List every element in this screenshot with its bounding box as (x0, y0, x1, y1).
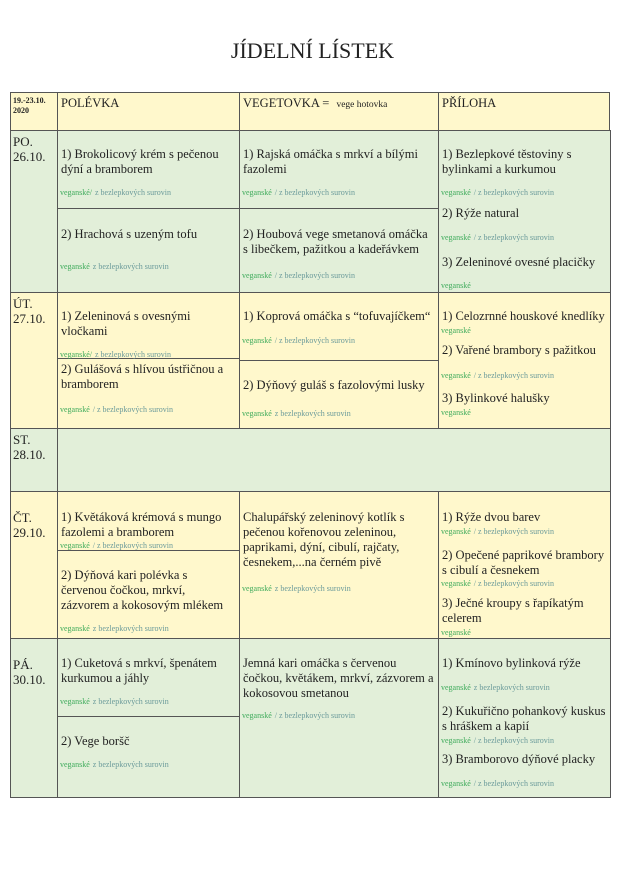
vegan-tag: veganské/ (60, 350, 92, 359)
diet-tag (441, 527, 554, 537)
gluten-free-tag: z bezlepkových surovin (92, 262, 169, 271)
diet-tag (441, 628, 474, 638)
gluten-free-tag: / z bezlepkových surovin (274, 188, 355, 197)
empty-day-cell (57, 428, 611, 492)
side-item: 3) Bramborovo dýňové placky (442, 752, 596, 766)
gluten-free-tag: / z bezlepkových surovin (274, 271, 355, 280)
diet-tag (242, 336, 355, 346)
day-label: ST. 28.10. (13, 432, 46, 462)
vege-item: 2) Dýňový guláš s fazolovými lusky (243, 378, 425, 392)
week-label: 19.-23.10. 2020 (13, 96, 46, 115)
vege-item: 1) Rajská omáčka s mrkví a bílými fazolemi (243, 147, 418, 176)
vegan-tag: veganské (441, 579, 471, 588)
vegan-tag: veganské (441, 281, 471, 290)
vegan-tag: veganské (242, 584, 272, 593)
vegan-tag: veganské (60, 541, 90, 550)
vegan-tag: veganské (60, 405, 90, 414)
day-label: ÚT. 27.10. (13, 296, 46, 326)
vegan-tag: veganské (441, 326, 471, 335)
side-item: 2) Vařené brambory s pažitkou (442, 343, 596, 357)
vege-cell (239, 292, 439, 361)
vegan-tag: veganské (441, 527, 471, 536)
vegan-tag: veganské (441, 408, 471, 417)
diet-tag (60, 350, 171, 360)
vegan-tag: veganské (441, 628, 471, 637)
vegan-tag: veganské (441, 233, 471, 242)
side-item: 1) Kmínovo bylinková rýže (442, 656, 581, 670)
vegan-tag: veganské (242, 409, 272, 418)
diet-tag (441, 683, 550, 693)
vegan-tag: veganské (60, 760, 90, 769)
soups-item: 2) Gulášová s hlívou ústřičnou a bramborem (61, 362, 224, 391)
vegan-tag: veganské (441, 371, 471, 380)
soups-item: 1) Zeleninová s ovesnými vločkami (61, 309, 191, 338)
vegan-tag: veganské (242, 711, 272, 720)
gluten-free-tag: / z bezlepkových surovin (274, 711, 355, 720)
side-item: 1) Rýže dvou barev (442, 510, 541, 524)
soup-cell (57, 208, 240, 293)
side-item: 3) Bylinkové halušky (442, 391, 550, 405)
soups-item: 2) Hrachová s uzeným tofu (61, 227, 198, 241)
gluten-free-tag: z bezlepkových surovin (92, 624, 169, 633)
vege-item: 1) Koprová omáčka s “tofuvajíčkem“ (243, 309, 431, 323)
vegan-tag: veganské (60, 624, 90, 633)
vegan-tag: veganské (441, 683, 471, 692)
vegan-tag: veganské (441, 736, 471, 745)
day-label: ČT. 29.10. (13, 510, 46, 540)
gluten-free-tag: z bezlepkových surovin (95, 188, 171, 197)
vegan-tag: veganské (242, 188, 272, 197)
side-item: 3) Zeleninové ovesné placičky (442, 255, 596, 269)
diet-tag (441, 408, 474, 418)
soups-item: 2) Vege boršč (61, 734, 130, 748)
header-vege-cell (239, 92, 439, 131)
diet-tag (441, 779, 554, 789)
vege-item: 2) Houbová vege smetanová omáčka s libečkem, pažitkou a kadeřávkem (243, 227, 428, 256)
vegan-tag: veganské/ (60, 188, 92, 197)
vegan-tag: veganské (242, 271, 272, 280)
diet-tag (242, 409, 351, 419)
side-item: 3) Ječné kroupy s řapíkatým celerem (442, 596, 584, 625)
diet-tag (60, 405, 173, 415)
soups-item: 2) Dýňová kari polévka s červenou čočkou, mrkví, zázvorem a kokosovým mlékem (61, 568, 224, 612)
vegan-tag: veganské (242, 336, 272, 345)
side-item: 2) Opečené paprikové brambory s cibulí a česnekem (442, 548, 605, 577)
gluten-free-tag: / z bezlepkových surovin (473, 736, 554, 745)
soups-item: 1) Cuketová s mrkví, špenátem kurkumou a jáhly (61, 656, 217, 685)
soups-item: 1) Květáková krémová s mungo fazolemi a bramborem (61, 510, 222, 539)
gluten-free-tag: z bezlepkových surovin (274, 584, 351, 593)
vegan-tag: veganské (441, 779, 471, 788)
diet-tag (441, 371, 554, 381)
diet-tag (441, 579, 554, 589)
header-soup-cell (57, 92, 240, 131)
gluten-free-tag: z bezlepkových surovin (95, 350, 171, 359)
diet-tag (60, 624, 169, 634)
day-label: PÁ. 30.10. (13, 657, 46, 687)
diet-tag (242, 711, 355, 721)
gluten-free-tag: / z bezlepkových surovin (473, 233, 554, 242)
diet-tag (441, 188, 554, 198)
gluten-free-tag: z bezlepkových surovin (92, 760, 169, 769)
diet-tag (60, 541, 173, 551)
vegan-tag: veganské (60, 697, 90, 706)
vegan-tag: veganské (60, 262, 90, 271)
side-item: 2) Rýže natural (442, 206, 520, 220)
gluten-free-tag: / z bezlepkových surovin (274, 336, 355, 345)
side-item: 1) Celozrnné houskové knedlíky (442, 309, 605, 323)
diet-tag (242, 188, 355, 198)
header-soup: POLÉVKA (61, 96, 120, 110)
vegan-tag: veganské (441, 188, 471, 197)
vege-item: Chalupářský zeleninový kotlík s pečenou kořenovou zeleninou, paprikami, dýní, cibulí, rajčaty, česnekem,...na černém pivě (243, 510, 405, 569)
diet-tag (60, 760, 169, 770)
diet-tag (441, 736, 554, 746)
diet-tag (441, 233, 554, 243)
diet-tag (242, 271, 355, 281)
gluten-free-tag: / z bezlepkových surovin (473, 579, 554, 588)
gluten-free-tag: / z bezlepkových surovin (473, 371, 554, 380)
header-week-cell (10, 92, 58, 131)
gluten-free-tag: z bezlepkových surovin (274, 409, 351, 418)
day-label: PO. 26.10. (13, 134, 46, 164)
diet-tag (441, 326, 474, 336)
header-vege: VEGETOVKA = (243, 96, 330, 110)
gluten-free-tag: / z bezlepkových surovin (473, 188, 554, 197)
gluten-free-tag: / z bezlepkových surovin (473, 527, 554, 536)
gluten-free-tag: / z bezlepkových surovin (473, 779, 554, 788)
header-side-cell (438, 92, 610, 131)
gluten-free-tag: / z bezlepkových surovin (92, 405, 173, 414)
diet-tag (60, 188, 171, 198)
diet-tag (242, 584, 351, 594)
gluten-free-tag: / z bezlepkových surovin (92, 541, 173, 550)
side-item: 2) Kukuřično pohankový kuskus s hráškem a kapií (442, 704, 606, 733)
diet-tag (441, 281, 474, 291)
vege-item: Jemná kari omáčka s červenou čočkou, květákem, mrkví, zázvorem a kokosovou smetanou (243, 656, 434, 700)
gluten-free-tag: z bezlepkových surovin (92, 697, 169, 706)
side-item: 1) Bezlepkové těstoviny s bylinkami a kurkumou (442, 147, 572, 176)
header-side: PŘÍLOHA (442, 96, 497, 110)
soups-item: 1) Brokolicový krém s pečenou dýní a bramborem (61, 147, 219, 176)
soup-cell (57, 716, 240, 798)
diet-tag (60, 262, 169, 272)
gluten-free-tag: z bezlepkových surovin (473, 683, 550, 692)
header-vege-note: vege hotovka (336, 100, 388, 110)
page-title: JÍDELNÍ LÍSTEK (230, 38, 395, 63)
diet-tag (60, 697, 169, 707)
